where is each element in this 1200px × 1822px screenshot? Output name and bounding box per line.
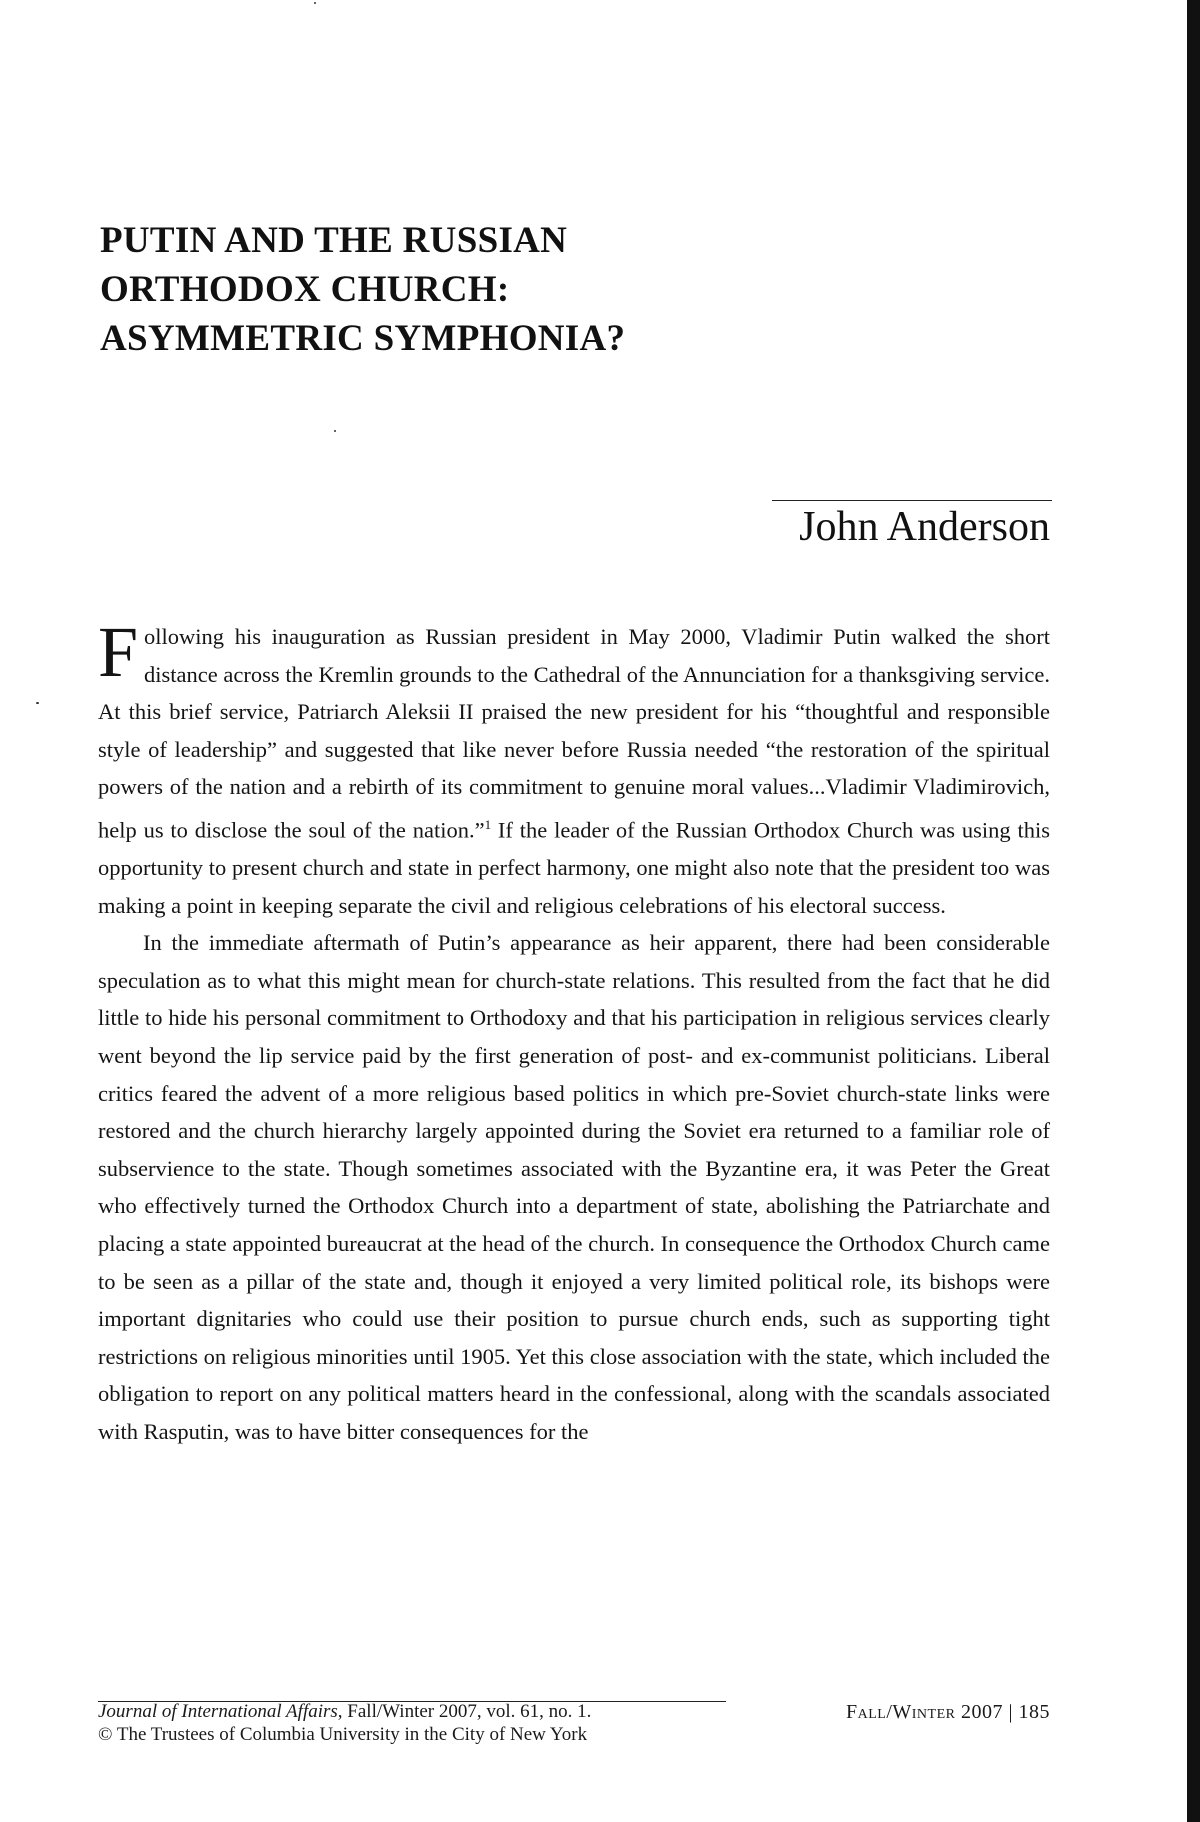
paragraph [98,612,1050,924]
footnote-marker[interactable]: 1 [484,816,492,832]
title-line: ASYMMETRIC SYMPHONIA? [100,318,626,359]
scan-speck [314,2,316,4]
paragraph: In the immediate aftermath of Putin’s appearance as heir apparent, there had been considerable speculation as to what this might mean for church-state relations. This resulted from the fact that he did little to hide his personal commitment to Orthodoxy and that his participation in religious services clearly went beyond the lip service paid by the first generation of post- and ex-communist politicians. Liberal critics feared the advent of a more religious based politics in which pre-Soviet church-state links were restored and the church hierarchy largely appointed during the Soviet era returned to a familiar role of subservience to the state. Though sometimes associated with the Byzantine era, it was Peter the Great who effectively turned the Orthodox Church into a department of state, abolishing the Patriarchate and placing a state appointed bureaucrat at the head of the church. In consequence the Orthodox Church came to be seen as a pillar of the state and, though it enjoyed a very limited political role, its bishops were important dignitaries who could use their position to pursue church ends, such as supporting tight restrictions on religious minorities until 1905. Yet this close association with the state, which included the obligation to report on any political matters heard in the confessional, along with the scandals associated with Rasputin, was to have bitter consequences for the [98,930,1050,1444]
title-line: ORTHODOX CHURCH: [100,269,510,310]
journal-issue: , Fall/Winter 2007, vol. 61, no. 1. [337,1701,592,1722]
article-body [98,612,1050,1451]
paragraph-text: If the leader of the Russian Orthodox Church was using this opportunity to present church and state in perfect harmony, one might also note that the president too was making a point in keeping separate the civil and religious celebrations of his electoral success. [98,817,1050,918]
copyright-line: © The Trustees of Columbia University in the City of New York [98,1724,588,1745]
scan-edge-border [1187,0,1200,1822]
title-line: PUTIN AND THE RUSSIAN [100,220,568,261]
paragraph-text: ollowing his inauguration as Russian president in May 2000, Vladimir Putin walked the short distance across the Kremlin grounds to the Cathedral of the Annunciation for a thanksgiving service. At this brief service, Patriarch Aleksii II praised the new president for his “thoughtful and responsible style of leadership” and suggested that like never before Russia needed “the restoration of the spiritual powers of the nation and a rebirth of its commitment to genuine moral values...Vladimir Vladimirovich, help us to disclose the soul of the nation.” [98,624,1050,843]
article-title [100,216,625,363]
drop-cap: F [98,612,139,692]
scan-speck [36,702,39,704]
scan-speck [334,430,336,432]
journal-citation [98,1700,591,1724]
author-name: John Anderson [799,504,1050,550]
page-number: Fall/Winter 2007 | 185 [846,1701,1050,1723]
journal-name: Journal of International Affairs [98,1701,338,1722]
